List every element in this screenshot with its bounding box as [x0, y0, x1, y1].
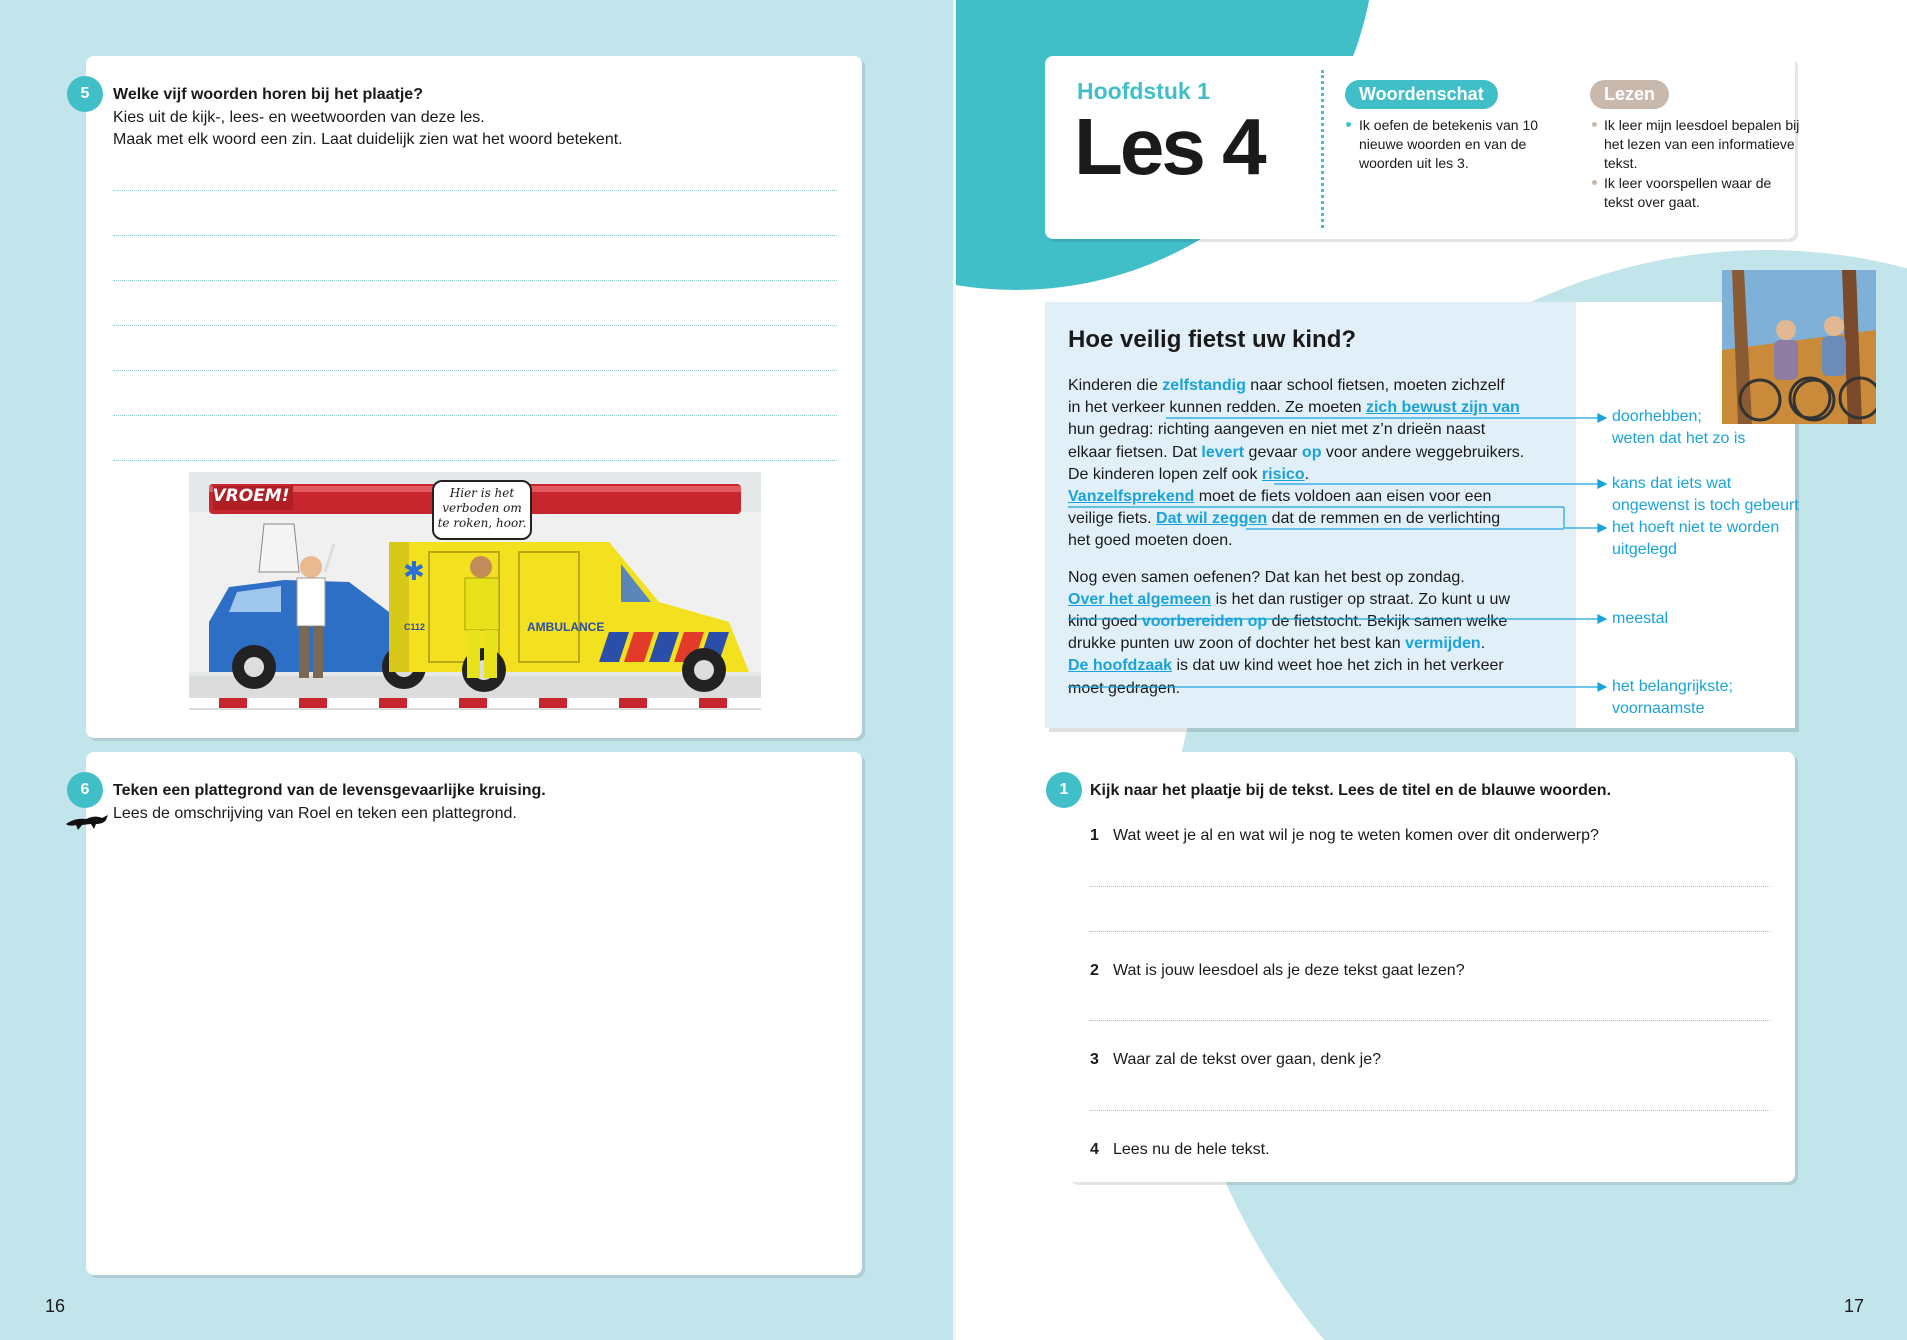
speech-bubble: Hier is het verboden om te roken, hoor.: [432, 480, 532, 540]
question-5-instruction-2: Maak met elk woord een zin. Laat duidelijk zien wat het woord betekent.: [113, 131, 623, 148]
keyword-vermijden[interactable]: vermijden: [1405, 635, 1481, 653]
article-line: Vanzelfsprekend moet de fiets voldoen aan eisen voor een: [1068, 488, 1492, 506]
question-6-card: [86, 752, 862, 1275]
subquestion-text: Wat is jouw leesdoel als je deze tekst gaat lezen?: [1113, 962, 1465, 979]
question-6-title: Teken een plattegrond van de levensgevaarlijke kruising.: [113, 782, 546, 799]
keyword-op[interactable]: op: [1301, 443, 1322, 461]
writing-line[interactable]: [113, 190, 837, 191]
article-line: het goed moeten doen.: [1068, 532, 1233, 550]
svg-text:✱: ✱: [403, 557, 425, 587]
keyword-risico[interactable]: risico: [1261, 465, 1305, 483]
article-line: Over het algemeen is het dan rustiger op straat. Zo kunt u uw: [1068, 590, 1510, 608]
writing-line[interactable]: [1090, 886, 1770, 887]
writing-line[interactable]: [113, 235, 837, 236]
ambulance-label: AMBULANCE: [527, 620, 605, 634]
keyword-zich-bewust-zijn-van[interactable]: zich bewust zijn van: [1365, 399, 1520, 417]
article-line: in het verkeer kunnen redden. Ze moeten zich bewust zijn van: [1068, 399, 1520, 417]
keyword-voorbereiden-op[interactable]: voorbereiden op: [1141, 613, 1268, 631]
left-page: [0, 0, 953, 1340]
subquestion-number: 3: [1090, 1051, 1099, 1068]
question-1-title: Kijk naar het plaatje bij de tekst. Lees de titel en de blauwe woorden.: [1090, 782, 1612, 799]
reading-goal-2: Ik leer voorspellen waar de tekst over gaat.: [1604, 175, 1772, 210]
writing-line[interactable]: [1090, 1110, 1770, 1111]
writing-line[interactable]: [113, 370, 837, 371]
article-title: Hoe veilig fietst uw kind?: [1068, 326, 1357, 353]
question-5-title: Welke vijf woorden horen bij het plaatje?: [113, 86, 423, 103]
subquestion-text: Wat weet je al en wat wil je nog te weten komen over dit onderwerp?: [1113, 827, 1599, 844]
question-1-number: 1: [1046, 772, 1082, 808]
article-line: Kinderen die zelfstandig naar school fietsen, moeten zichzelf: [1068, 377, 1505, 394]
gloss-hoofdzaak: het belangrijkste; voornaamste: [1612, 678, 1733, 717]
vocab-goal: Ik oefen de betekenis van 10 nieuwe woorden en van de woorden uit les 3.: [1359, 117, 1539, 171]
article-line: kind goed voorbereiden op de fietstocht. Bekijk samen welke: [1068, 613, 1508, 631]
question-6-number: 6: [67, 772, 103, 808]
page-number-right: 17: [1844, 1296, 1865, 1316]
gloss-connector-lines: [956, 0, 1907, 760]
page-number-left: 16: [45, 1296, 66, 1316]
article-line: moet gedragen.: [1068, 679, 1181, 697]
road-stripes: [189, 698, 761, 708]
subquestion-text: Waar zal de tekst over gaan, denk je?: [1113, 1051, 1381, 1068]
article-line: De kinderen lopen zelf ook risico.: [1068, 465, 1310, 483]
subquestion-number: 4: [1090, 1141, 1099, 1158]
subquestion-text: Lees nu de hele tekst.: [1113, 1141, 1270, 1158]
keyword-vanzelfsprekend[interactable]: Vanzelfsprekend: [1068, 488, 1195, 506]
keyword-levert[interactable]: levert: [1201, 443, 1245, 461]
keyword-dat-wil-zeggen[interactable]: Dat wil zeggen: [1156, 510, 1268, 528]
article-line: hun gedrag: richting aangeven en niet met z’n drieën naast: [1068, 421, 1486, 439]
gloss-algemeen: meestal: [1612, 610, 1669, 627]
keyword-over-het-algemeen[interactable]: Over het algemeen: [1068, 590, 1212, 608]
writing-line[interactable]: [1090, 1020, 1770, 1021]
gloss-risico: kans dat iets wat ongewenst is toch gebeurt: [1612, 475, 1799, 514]
gloss-bewust: doorhebben; weten dat het zo is: [1612, 408, 1746, 447]
lesson-title: Les 4: [1074, 102, 1264, 191]
vehicle-code: C112: [404, 622, 426, 632]
subquestion-number: 2: [1090, 962, 1099, 979]
vocab-tag: Woordenschat: [1345, 80, 1498, 109]
article-line: drukke punten uw zoon of dochter het best kan vermijden.: [1068, 635, 1486, 653]
writing-line[interactable]: [113, 460, 837, 461]
vroem-sign-text: VROEM!: [212, 486, 290, 506]
writing-line[interactable]: [113, 325, 837, 326]
ambulance-illustration: [189, 472, 761, 710]
article-line: De hoofdzaak is dat uw kind weet hoe het zich in het verkeer: [1068, 657, 1504, 675]
chapter-label: Hoofdstuk 1: [1077, 78, 1210, 104]
writing-line[interactable]: [113, 415, 837, 416]
writing-line[interactable]: [1090, 931, 1770, 932]
writing-line[interactable]: [113, 280, 837, 281]
running-cat-icon: [64, 812, 110, 832]
right-page: [956, 0, 1907, 1340]
gloss-vanzelfsprekend: het hoeft niet te worden uitgelegd: [1612, 519, 1780, 558]
question-6-instruction: Lees de omschrijving van Roel en teken een plattegrond.: [113, 805, 517, 822]
question-5-number: 5: [67, 76, 103, 112]
question-5-instruction-1: Kies uit de kijk-, lees- en weetwoorden van deze les.: [113, 109, 485, 126]
reading-goal-1: Ik leer mijn leesdoel bepalen bij het lezen van een informatieve tekst.: [1604, 117, 1800, 171]
keyword-de-hoofdzaak[interactable]: De hoofdzaak: [1068, 657, 1173, 675]
subquestion-number: 1: [1090, 827, 1099, 844]
keyword-zelfstandig[interactable]: zelfstandig: [1162, 377, 1246, 394]
article-line: elkaar fietsen. Dat levert gevaar op voor andere weggebruikers.: [1068, 443, 1525, 461]
reading-tag: Lezen: [1590, 80, 1669, 109]
article-line: Nog even samen oefenen? Dat kan het best op zondag.: [1068, 568, 1465, 586]
article-line: veilige fiets. Dat wil zeggen dat de remmen en de verlichting: [1068, 510, 1501, 528]
